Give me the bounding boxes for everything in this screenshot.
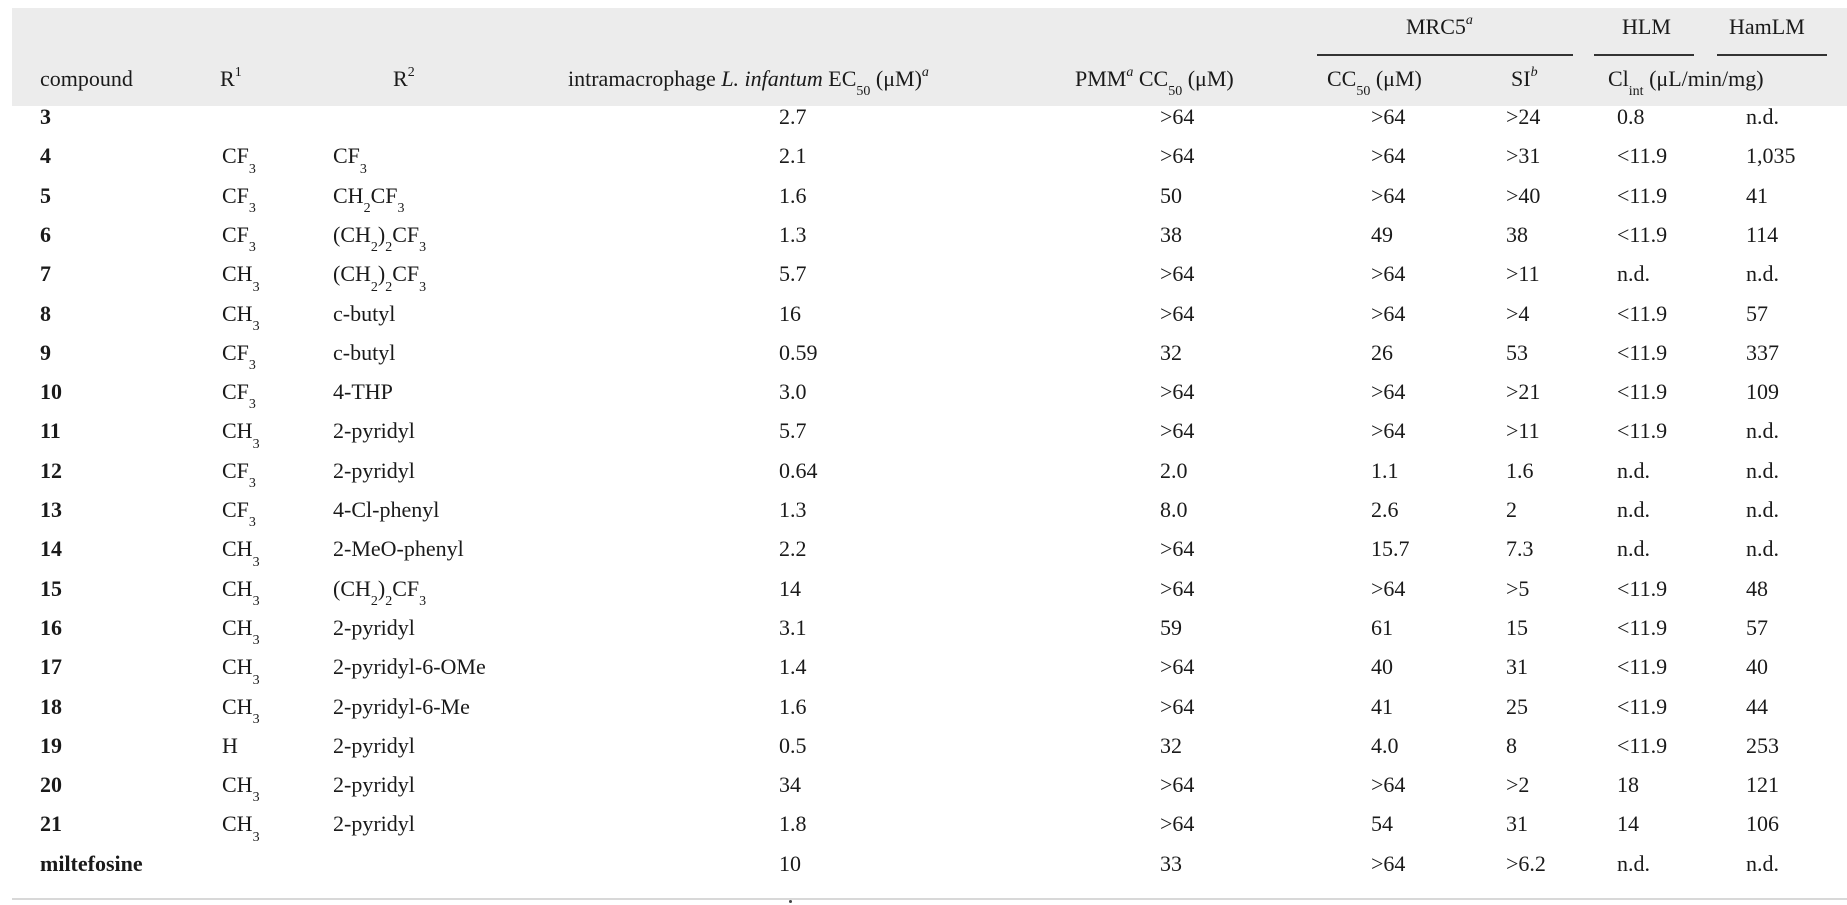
- cell-hamlm: n.d.: [1746, 850, 1779, 876]
- table-header-band: [12, 8, 1847, 106]
- cell-cc50: >64: [1371, 104, 1406, 129]
- cell-r1: $CH_3$: [222, 772, 260, 806]
- header-mrc5-cc50: $CC_{50}$ (μM): [1327, 66, 1422, 100]
- cell-si: >11: [1506, 418, 1540, 444]
- cell-r2: 2-pyridyl-6-OMe: [333, 654, 486, 680]
- header-group-mrc5: MRC5$^a$: [1406, 12, 1473, 39]
- cell-r2: 2-pyridyl: [333, 418, 415, 444]
- cell-pmm: >64: [1160, 536, 1195, 562]
- cell-compound: 6: [40, 221, 51, 247]
- cell-ec50: 3.1: [779, 614, 807, 640]
- footnote-dot: [789, 900, 792, 903]
- cell-cc50: >64: [1371, 379, 1406, 405]
- cell-pmm: >64: [1160, 104, 1195, 129]
- cell-r1: $CH_3$: [222, 811, 260, 845]
- cell-hamlm: 48: [1746, 575, 1768, 601]
- header-compound: compound: [40, 66, 133, 91]
- cell-ec50: 0.59: [779, 339, 818, 365]
- cell-hamlm: 106: [1746, 811, 1779, 837]
- cell-ec50: 1.3: [779, 221, 807, 247]
- cell-si: >5: [1506, 575, 1530, 601]
- cell-si: 53: [1506, 339, 1528, 365]
- cell-r1: $CH_3$: [222, 261, 260, 295]
- cell-r2: 2-pyridyl: [333, 811, 415, 837]
- cell-hamlm: 40: [1746, 654, 1768, 680]
- cell-compound: 10: [40, 379, 62, 405]
- cell-r1: H: [222, 732, 238, 758]
- cell-hamlm: 41: [1746, 182, 1768, 208]
- cell-si: 25: [1506, 693, 1528, 719]
- cell-r2: $(CH_2)_2CF_3$: [333, 575, 427, 609]
- hamlm-group-rule: [1717, 54, 1827, 56]
- cell-hlm: <11.9: [1617, 654, 1668, 680]
- cell-hamlm: 114: [1746, 221, 1779, 247]
- cell-cc50: 4.0: [1371, 732, 1399, 758]
- cell-ec50: 0.64: [779, 457, 818, 483]
- cell-hlm: <11.9: [1617, 339, 1668, 365]
- cell-cc50: 26: [1371, 339, 1393, 365]
- cell-hamlm: n.d.: [1746, 457, 1779, 483]
- cell-pmm: 50: [1160, 182, 1182, 208]
- cell-hlm: 0.8: [1617, 104, 1645, 129]
- cell-compound: miltefosine: [40, 850, 143, 876]
- hlm-group-rule: [1594, 54, 1694, 56]
- cell-r2: $(CH_2)_2CF_3$: [333, 221, 427, 256]
- cell-hamlm: n.d.: [1746, 536, 1779, 562]
- cell-pmm: 8.0: [1160, 497, 1188, 522]
- cell-hlm: n.d.: [1617, 850, 1650, 876]
- cell-hlm: <11.9: [1617, 182, 1668, 208]
- cell-r1: $CF_3$: [222, 339, 256, 374]
- cell-r1: $CF_3$: [222, 497, 256, 531]
- cell-r2: 2-MeO-phenyl: [333, 536, 464, 562]
- cell-ec50: 16: [779, 300, 801, 326]
- cell-compound: 17: [40, 654, 62, 680]
- cell-cc50: 41: [1371, 693, 1393, 719]
- cell-si: 7.3: [1506, 536, 1534, 562]
- cell-compound: 15: [40, 575, 62, 601]
- cell-cc50: 54: [1371, 811, 1393, 837]
- cell-si: >31: [1506, 143, 1541, 169]
- cell-pmm: 32: [1160, 339, 1182, 365]
- cell-cc50: >64: [1371, 418, 1406, 444]
- cell-pmm: 38: [1160, 221, 1182, 247]
- cell-ec50: 0.5: [779, 732, 807, 758]
- cell-r1: $CH_3$: [222, 536, 260, 570]
- cell-hamlm: 1,035: [1746, 143, 1796, 169]
- header-ec50: intramacrophage L. infantum $EC_{50}$ $(\mu M)^a$: [568, 64, 929, 100]
- cell-ec50: 3.0: [779, 379, 807, 405]
- cell-pmm: >64: [1160, 654, 1195, 680]
- cell-si: 38: [1506, 221, 1528, 247]
- cell-hlm: <11.9: [1617, 143, 1668, 169]
- cell-compound: 11: [40, 418, 61, 444]
- cell-r2: 2-pyridyl-6-Me: [333, 693, 470, 719]
- cell-si: >4: [1506, 300, 1530, 326]
- cell-si: >6.2: [1506, 850, 1546, 876]
- cell-cc50: 49: [1371, 221, 1393, 247]
- cell-compound: 4: [40, 143, 51, 169]
- cell-r1: $CF_3$: [222, 457, 256, 492]
- cell-hamlm: 57: [1746, 300, 1768, 326]
- cell-compound: 16: [40, 614, 62, 640]
- cell-hamlm: 44: [1746, 693, 1768, 719]
- cell-r2: c-butyl: [333, 300, 396, 326]
- cell-si: 8: [1506, 732, 1517, 758]
- cell-hlm: 14: [1617, 811, 1639, 837]
- cell-hlm: <11.9: [1617, 221, 1668, 247]
- cell-ec50: 5.7: [779, 418, 807, 444]
- cell-hamlm: n.d.: [1746, 104, 1779, 129]
- cell-pmm: >64: [1160, 143, 1195, 169]
- header-r1: $R^1$: [220, 64, 242, 91]
- cell-pmm: 59: [1160, 614, 1182, 640]
- cell-hlm: n.d.: [1617, 536, 1650, 562]
- cell-r2: 4-THP: [333, 379, 393, 405]
- cell-pmm: 2.0: [1160, 457, 1188, 483]
- mrc5-group-rule: [1317, 54, 1573, 56]
- cell-r1: $CF_3$: [222, 221, 256, 256]
- cell-hamlm: n.d.: [1746, 261, 1779, 287]
- cell-r1: $CH_3$: [222, 575, 260, 609]
- cell-cc50: 1.1: [1371, 457, 1399, 483]
- cell-pmm: >64: [1160, 379, 1195, 405]
- cell-cc50: 15.7: [1371, 536, 1410, 562]
- cell-pmm: 33: [1160, 850, 1182, 876]
- header-group-hlm: HLM: [1622, 14, 1671, 39]
- cell-cc50: >64: [1371, 850, 1406, 876]
- cell-r1: $CF_3$: [222, 182, 256, 216]
- cell-ec50: 2.1: [779, 143, 807, 169]
- cell-hlm: <11.9: [1617, 732, 1668, 758]
- cell-ec50: 2.2: [779, 536, 807, 562]
- cell-cc50: 40: [1371, 654, 1393, 680]
- cell-cc50: >64: [1371, 182, 1406, 208]
- cell-compound: 8: [40, 300, 51, 326]
- cell-pmm: >64: [1160, 575, 1195, 601]
- cell-compound: 19: [40, 732, 62, 758]
- cell-si: >21: [1506, 379, 1541, 405]
- cell-r2: 2-pyridyl: [333, 772, 415, 798]
- cell-r2: $(CH_2)_2CF_3$: [333, 261, 427, 295]
- cell-ec50: 1.8: [779, 811, 807, 837]
- cell-r2: $CF_3$: [333, 143, 367, 177]
- cell-pmm: >64: [1160, 300, 1195, 326]
- cell-si: >11: [1506, 261, 1540, 287]
- cell-hlm: <11.9: [1617, 693, 1668, 719]
- cell-cc50: >64: [1371, 772, 1406, 798]
- cell-cc50: 2.6: [1371, 497, 1399, 522]
- cell-hlm: 18: [1617, 772, 1639, 798]
- cell-compound: 3: [40, 104, 51, 129]
- cell-ec50: 1.6: [779, 182, 807, 208]
- header-si: $SI^b$: [1511, 64, 1538, 91]
- cell-ec50: 34: [779, 772, 801, 798]
- cell-hamlm: 121: [1746, 772, 1779, 798]
- cell-pmm: 32: [1160, 732, 1182, 758]
- cell-ec50: 14: [779, 575, 801, 601]
- cell-r2: $CH_2CF_3$: [333, 182, 405, 216]
- cell-si: >24: [1506, 104, 1541, 129]
- cell-cc50: >64: [1371, 300, 1406, 326]
- cell-si: >40: [1506, 182, 1541, 208]
- cell-pmm: >64: [1160, 693, 1195, 719]
- cell-si: >2: [1506, 772, 1530, 798]
- cell-si: 31: [1506, 811, 1528, 837]
- cell-ec50: 1.6: [779, 693, 807, 719]
- cell-r2: c-butyl: [333, 339, 396, 365]
- cell-compound: 13: [40, 497, 62, 522]
- cell-hlm: <11.9: [1617, 575, 1668, 601]
- header-group-hamlm: HamLM: [1729, 14, 1805, 39]
- cell-cc50: >64: [1371, 261, 1406, 287]
- cell-r2: 2-pyridyl: [333, 614, 415, 640]
- cell-ec50: 5.7: [779, 261, 807, 287]
- cell-ec50: 1.4: [779, 654, 807, 680]
- table-bottom-rule: [12, 898, 1847, 900]
- cell-cc50: 61: [1371, 614, 1393, 640]
- cell-hlm: <11.9: [1617, 379, 1668, 405]
- cell-pmm: >64: [1160, 261, 1195, 287]
- header-r2: $R^2$: [393, 64, 415, 91]
- cell-ec50: 2.7: [779, 104, 807, 129]
- cell-compound: 20: [40, 772, 62, 798]
- cell-si: 2: [1506, 497, 1517, 522]
- cell-r2: 2-pyridyl: [333, 457, 415, 483]
- cell-r1: $CH_3$: [222, 300, 260, 334]
- cell-compound: 21: [40, 811, 62, 837]
- cell-hlm: <11.9: [1617, 300, 1668, 326]
- cell-si: 1.6: [1506, 457, 1534, 483]
- cell-compound: 18: [40, 693, 62, 719]
- cell-compound: 9: [40, 339, 51, 365]
- cell-hlm: <11.9: [1617, 418, 1668, 444]
- cell-hlm: <11.9: [1617, 614, 1668, 640]
- cell-pmm: >64: [1160, 811, 1195, 837]
- cell-r1: $CH_3$: [222, 614, 260, 649]
- cell-hlm: n.d.: [1617, 261, 1650, 287]
- cell-hamlm: n.d.: [1746, 418, 1779, 444]
- cell-hamlm: 253: [1746, 732, 1779, 758]
- cell-r1: $CH_3$: [222, 654, 260, 688]
- cell-ec50: 1.3: [779, 497, 807, 522]
- header-clint: $Cl_{int}$ (μL/min/mg): [1608, 66, 1764, 100]
- cell-pmm: >64: [1160, 772, 1195, 798]
- cell-r2: 4-Cl-phenyl: [333, 497, 440, 522]
- cell-r1: $CF_3$: [222, 379, 256, 413]
- cell-cc50: >64: [1371, 143, 1406, 169]
- cell-r1: $CF_3$: [222, 143, 256, 177]
- cell-compound: 12: [40, 457, 62, 483]
- cell-hlm: n.d.: [1617, 497, 1650, 522]
- cell-r1: $CH_3$: [222, 693, 260, 727]
- cell-pmm: >64: [1160, 418, 1195, 444]
- header-pmm-cc50: PMM$^a$ $CC_{50}$ (μM): [1075, 64, 1234, 100]
- cell-cc50: >64: [1371, 575, 1406, 601]
- cell-ec50: 10: [779, 850, 801, 876]
- cell-si: 15: [1506, 614, 1528, 640]
- cell-hamlm: 57: [1746, 614, 1768, 640]
- cell-compound: 14: [40, 536, 62, 562]
- cell-compound: 5: [40, 182, 51, 208]
- cell-hlm: n.d.: [1617, 457, 1650, 483]
- cell-hamlm: 337: [1746, 339, 1779, 365]
- cell-r2: 2-pyridyl: [333, 732, 415, 758]
- cell-hamlm: n.d.: [1746, 497, 1779, 522]
- cell-r1: $CH_3$: [222, 418, 260, 452]
- cell-si: 31: [1506, 654, 1528, 680]
- cell-compound: 7: [40, 261, 51, 287]
- cell-hamlm: 109: [1746, 379, 1779, 405]
